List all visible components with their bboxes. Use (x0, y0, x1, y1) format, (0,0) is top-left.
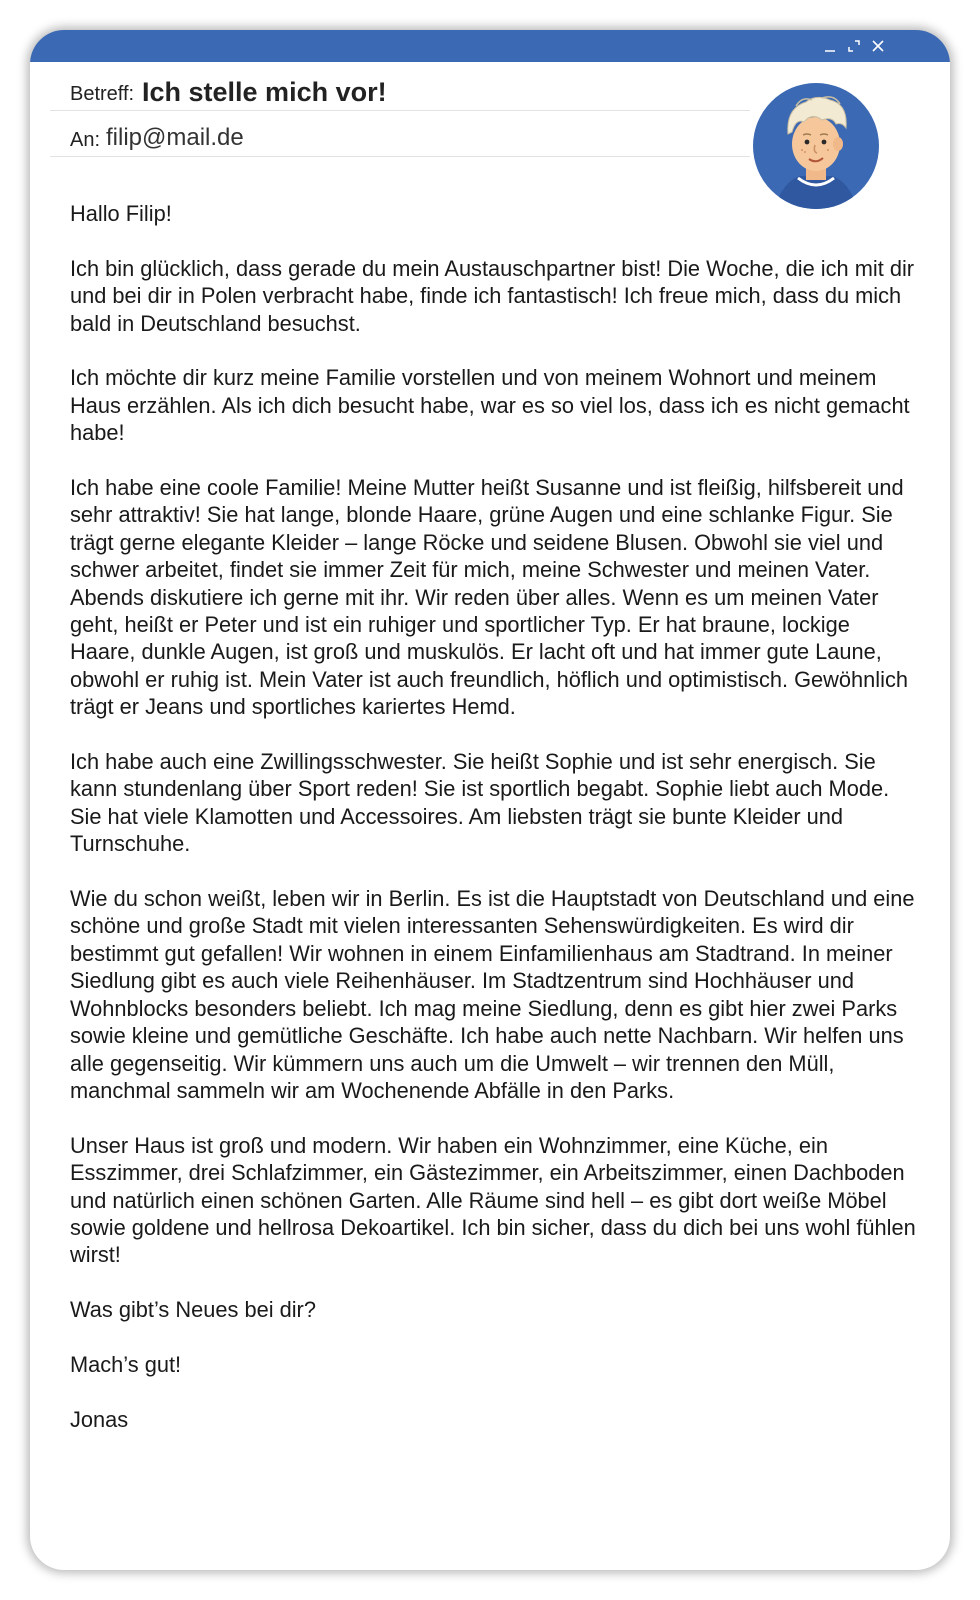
title-bar (30, 30, 950, 62)
avatar (752, 82, 880, 210)
subject-row[interactable] (50, 76, 750, 111)
email-body[interactable] (70, 200, 920, 1461)
paragraph-family: Ich habe eine coole Familie! Meine Mutter heißt Susanne und ist fleißig, hilfsbereit und sehr attraktiv! Sie hat lange, blonde Haare, grüne Augen und eine schlanke Figur. Sie trägt gerne elegante Kleider – lange Röcke und seidene Blusen. Obwohl sie viel und schwer arbeitet, findet sie immer Zeit für mich, meine Schwester und meinen Vater. Abends diskutiere ich gerne mit ihr. Wir reden über alles. Wenn es um meinen Vater geht, heißt er Peter und ist ein ruhiger und sportlicher Typ. Er hat braune, lockige Haare, dunkle Augen, ist groß und muskulös. Er lacht oft und hat immer gute Laune, obwohl er ruhig ist. Mein Vater ist auch freundlich, höflich und optimistisch. Gewöhnlich trägt er Jeans und sportliches kariertes Hemd. (70, 475, 908, 720)
greeting: Hallo Filip! (70, 201, 172, 226)
recipient-label: An: (70, 129, 101, 151)
paragraph-intro: Ich bin glücklich, dass gerade du mein Austauschpartner bist! Die Woche, die ich mit dir und bei dir in Polen verbracht habe, finde ich fantastisch! Ich freue mich, dass du mich bald in Deutschland besuchst. (70, 255, 915, 336)
maximize-icon[interactable] (846, 38, 862, 54)
recipient-field[interactable]: filip@mail.de (106, 124, 244, 151)
window-controls (814, 38, 886, 54)
paragraph-purpose: Ich möchte dir kurz meine Familie vorstellen und von meinem Wohnort und meinem Haus erzählen. Als ich dich besucht habe, war es so viel los, dass ich es nicht gemacht habe! (70, 365, 910, 446)
paragraph-house: Unser Haus ist groß und modern. Wir haben ein Wohnzimmer, eine Küche, ein Esszimmer, drei Schlafzimmer, ein Gästezimmer, ein Arbeitszimmer, einen Dachboden und natürlich einen schönen Garten. Alle Räume sind hell – es gibt dort weiße Möbel sowie goldene und hellrosa Dekoartikel. Ich bin sicher, dass du dich bei uns wohl fühlen wirst! (70, 1132, 916, 1268)
recipient-row[interactable] (50, 122, 750, 157)
signature: Jonas (70, 1406, 129, 1432)
closing-line: Mach’s gut! (70, 1351, 182, 1377)
email-window (30, 30, 950, 1570)
boy-avatar-icon (752, 82, 880, 210)
question-line: Was gibt’s Neues bei dir? (70, 1297, 316, 1323)
paragraph-sister: Ich habe auch eine Zwillingsschwester. Sie heißt Sophie und ist sehr energisch. Sie kann stundenlang über Sport reden! Sie ist sportlich begabt. Sophie liebt auch Mode. Sie hat viele Klamotten und Accessoires. Am liebsten trägt sie bunte Kleider und Turnschuhe. (70, 749, 890, 857)
minimize-icon[interactable] (822, 38, 838, 54)
subject-field[interactable]: Ich stelle mich vor! (142, 77, 387, 107)
subject-label: Betreff: (70, 83, 135, 105)
paragraph-city: Wie du schon weißt, leben wir in Berlin. Es ist die Hauptstadt von Deutschland und eine schöne und große Stadt mit vielen interessanten Sehenswürdigkeiten. Es wird dir bestimmt gut gefallen! Wir wohnen in einem Einfamilienhaus am Stadtrand. In meiner Siedlung gibt es auch viele Reihenhäuser. Im Stadtzentrum sind Hochhäuser und Wohnblocks besonders beliebt. Ich mag meine Siedlung, denn es gibt hier zwei Parks sowie kleine und gemütliche Geschäfte. Ich habe auch nette Nachbarn. Wir helfen uns alle gegenseitig. Wir kümmern uns auch um die Umwelt – wir trennen den Müll, manchmal sammeln wir am Wochenende Abfälle in den Parks. (70, 886, 915, 1103)
close-icon[interactable] (870, 38, 886, 54)
